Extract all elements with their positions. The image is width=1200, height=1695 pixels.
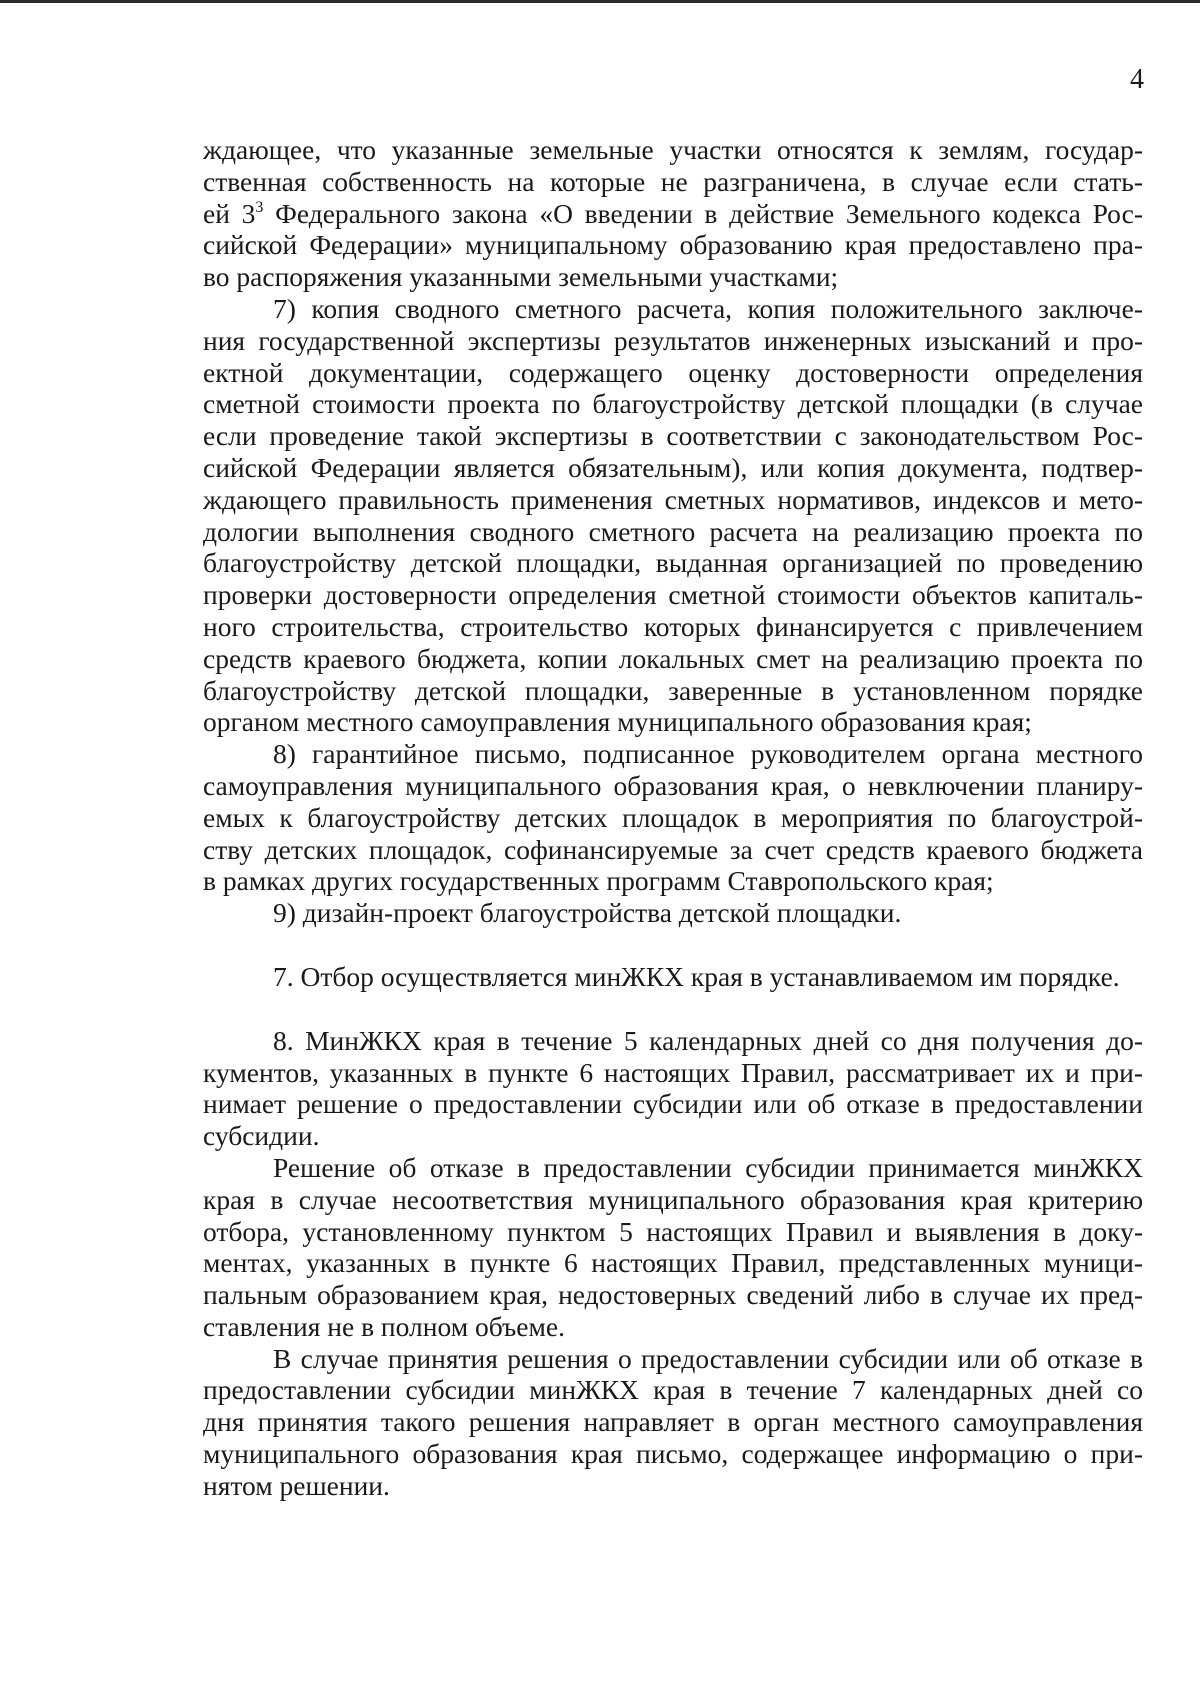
text-line: дня принятия такого решения направляет в орган местного самоуправления [203,1406,1143,1438]
text-line: Решение об отказе в предоставлении субсидии принимается минЖКХ [273,1151,1143,1183]
text-line: во распоряжения указанными земельными участками; [203,261,839,293]
text-line: субсидии. [203,1120,320,1152]
text-line: сийской Федерации» муниципальному образованию края предоставлено пра- [203,229,1143,261]
text-line: 9) дизайн-проект благоустройства детской площадки. [273,897,902,929]
text-line [203,198,1143,230]
paragraph-refusal [203,1152,1143,1343]
text-line: ного строительства, строительство которых финансируется с привлечением [203,610,1143,642]
text-line: емых к благоустройству детских площадок в мероприятия по благоустрой- [203,801,1143,833]
text-line: В случае принятия решения о предоставлении субсидии или об отказе в [273,1342,1143,1374]
text-line: благоустройству детской площадки, выданная организацией по проведению [203,547,1143,579]
text-line: предоставлении субсидии минЖКХ края в течение 7 календарных дней со [203,1374,1143,1406]
text-line: кументов, указанных в пункте 6 настоящих Правил, рассматривает их и при- [203,1056,1143,1088]
paragraph-spacer [203,993,1143,1025]
paragraph-item9 [203,897,1143,929]
text-line: самоуправления муниципального образования края, о невключении планиру- [203,769,1143,801]
text-fragment: ей 3 [203,197,256,229]
text-fragment: Федерального закона «О введении в действие Земельного кодекса Рос- [263,197,1143,229]
top-border-line [0,0,1200,3]
text-line: отбора, установленному пунктом 5 настоящих Правил и выявления в доку- [203,1215,1143,1247]
text-line: 7) копия сводного сметного расчета, копия положительного заключе- [273,292,1143,324]
paragraph-item7 [203,293,1143,738]
paragraph-point7 [203,961,1143,993]
text-line: ментах, указанных в пункте 6 настоящих Правил, представленных муници- [203,1247,1143,1279]
text-line: органом местного самоуправления муниципального образования края; [203,706,1032,738]
paragraph-item8 [203,738,1143,897]
text-line: средств краевого бюджета, копии локальных смет на реализацию проекта по [203,642,1143,674]
page-number: 4 [1130,64,1144,95]
text-line: если проведение такой экспертизы в соответствии с законодательством Рос- [203,420,1143,452]
text-line: в рамках других государственных программ Ставропольского края; [203,865,994,897]
text-line: ственная собственность на которые не разграничена, в случае если стать- [203,165,1143,197]
text-line: пальным образованием края, недостоверных сведений либо в случае их пред- [203,1279,1143,1311]
text-line: сметной стоимости проекта по благоустройству детской площадки (в случае [203,388,1143,420]
text-line: муниципального образования края письмо, содержащее информацию о при- [203,1438,1143,1470]
text-line: 8. МинЖКХ края в течение 5 календарных дней со дня получения до- [273,1024,1143,1056]
document-body [203,134,1143,1502]
paragraph-decision [203,1343,1143,1502]
text-line: ждающее, что указанные земельные участки относятся к землям, государ- [203,134,1143,165]
text-line: ству детских площадок, софинансируемые за счет средств краевого бюджета [203,833,1143,865]
paragraph-spacer [203,929,1143,961]
text-line: 8) гарантийное письмо, подписанное руководителем органа местного [273,738,1143,770]
superscript: 3 [255,198,264,216]
paragraph-point8 [203,1025,1143,1152]
text-line: сийской Федерации является обязательным), или копия документа, подтвер- [203,451,1143,483]
text-line: ставления не в полном объеме. [203,1310,565,1342]
text-line: 7. Отбор осуществляется минЖКХ края в устанавливаемом им порядке. [273,960,1120,992]
text-line: ния государственной экспертизы результатов инженерных изысканий и про- [203,324,1143,356]
text-line: благоустройству детской площадки, заверенные в установленном порядке [203,674,1143,706]
paragraph-item6-continuation [203,134,1143,293]
text-line: дологии выполнения сводного сметного расчета на реализацию проекта по [203,515,1143,547]
text-line: нятом решении. [203,1469,390,1501]
text-line: нимает решение о предоставлении субсидии или об отказе в предоставлении [203,1088,1143,1120]
text-line: проверки достоверности определения сметной стоимости объектов капиталь- [203,579,1143,611]
text-line: края в случае несоответствия муниципального образования края критерию [203,1183,1143,1215]
text-line: ждающего правильность применения сметных нормативов, индексов и мето- [203,483,1143,515]
text-line: ектной документации, содержащего оценку достоверности определения [203,356,1143,388]
